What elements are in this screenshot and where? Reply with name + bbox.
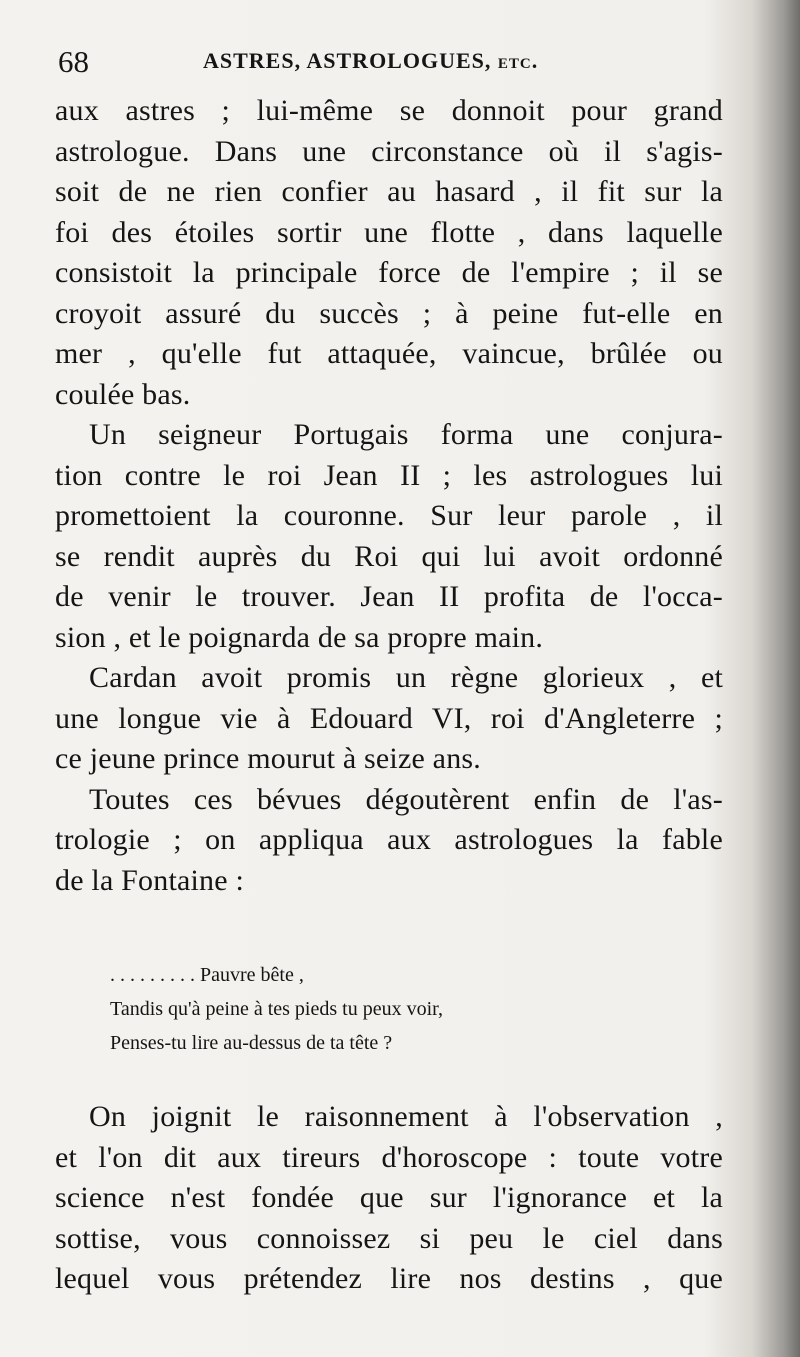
- running-title: ASTRES, ASTROLOGUES, etc.: [203, 48, 539, 73]
- text-line: soit de ne rien confier au hasard , il fit sur la: [55, 175, 723, 208]
- text-line: se rendit auprès du Roi qui lui avoit ordonné: [55, 539, 723, 573]
- verse-line: Tandis qu'à peine à tes pieds tu peux voir,: [110, 998, 443, 1020]
- text-line: une longue vie à Edouard VI, roi d'Angleterre ;: [55, 701, 723, 735]
- paragraph-1: [55, 91, 723, 415]
- text-line: de la Fontaine :: [55, 863, 244, 897]
- page-number: 68: [58, 44, 89, 79]
- running-head: [58, 44, 678, 84]
- text-line: sion , et le poignarda de sa propre main.: [55, 620, 544, 654]
- text-line: lequel vous prétendez lire nos destins , que: [55, 1262, 723, 1295]
- text-line: tion contre le roi Jean II ; les astrologues lui: [55, 458, 723, 492]
- text-line: trologie ; on appliqua aux astrologues la fable: [55, 823, 723, 856]
- verse-line: . . . . . . . . . Pauvre bête ,: [110, 964, 304, 986]
- paragraph-4: [55, 780, 723, 902]
- text-line: promettoient la couronne. Sur leur parole , il: [55, 499, 723, 532]
- text-line: Toutes ces bévues dégoutèrent enfin de l'as-: [89, 782, 723, 816]
- text-line: astrologue. Dans une circonstance où il s'agis-: [55, 134, 723, 168]
- text-line: de venir le trouver. Jean II profita de l'occa-: [55, 580, 723, 613]
- text-line: et l'on dit aux tireurs d'horoscope : toute votre: [55, 1140, 723, 1174]
- text-line: On joignit le raisonnement à l'observation ,: [89, 1100, 723, 1133]
- text-line: Un seigneur Portugais forma une conjura-: [89, 418, 723, 451]
- text-line: ce jeune prince mourut à seize ans.: [55, 742, 481, 775]
- body-text: [55, 91, 723, 901]
- text-line: foi des étoiles sortir une flotte , dans laquelle: [55, 215, 723, 249]
- paragraph-2: [55, 415, 723, 658]
- text-line: consistoit la principale force de l'empire ; il se: [55, 256, 723, 289]
- text-line: science n'est fondée que sur l'ignorance et la: [55, 1181, 723, 1214]
- text-line: mer , qu'elle fut attaquée, vaincue, brûlée ou: [55, 337, 723, 370]
- paragraph-3: [55, 658, 723, 780]
- text-line: Cardan avoit promis un règne glorieux , et: [89, 661, 723, 694]
- verse-quotation: [110, 958, 630, 1060]
- closing-paragraph: [55, 1097, 723, 1300]
- text-line: aux astres ; lui-même se donnoit pour grand: [55, 94, 723, 127]
- text-line: croyoit assuré du succès ; à peine fut-elle en: [55, 296, 723, 330]
- verse-line: Penses-tu lire au-dessus de ta tête ?: [110, 1032, 393, 1054]
- text-line: sottise, vous connoissez si peu le ciel dans: [55, 1221, 723, 1255]
- text-line: coulée bas.: [55, 377, 191, 411]
